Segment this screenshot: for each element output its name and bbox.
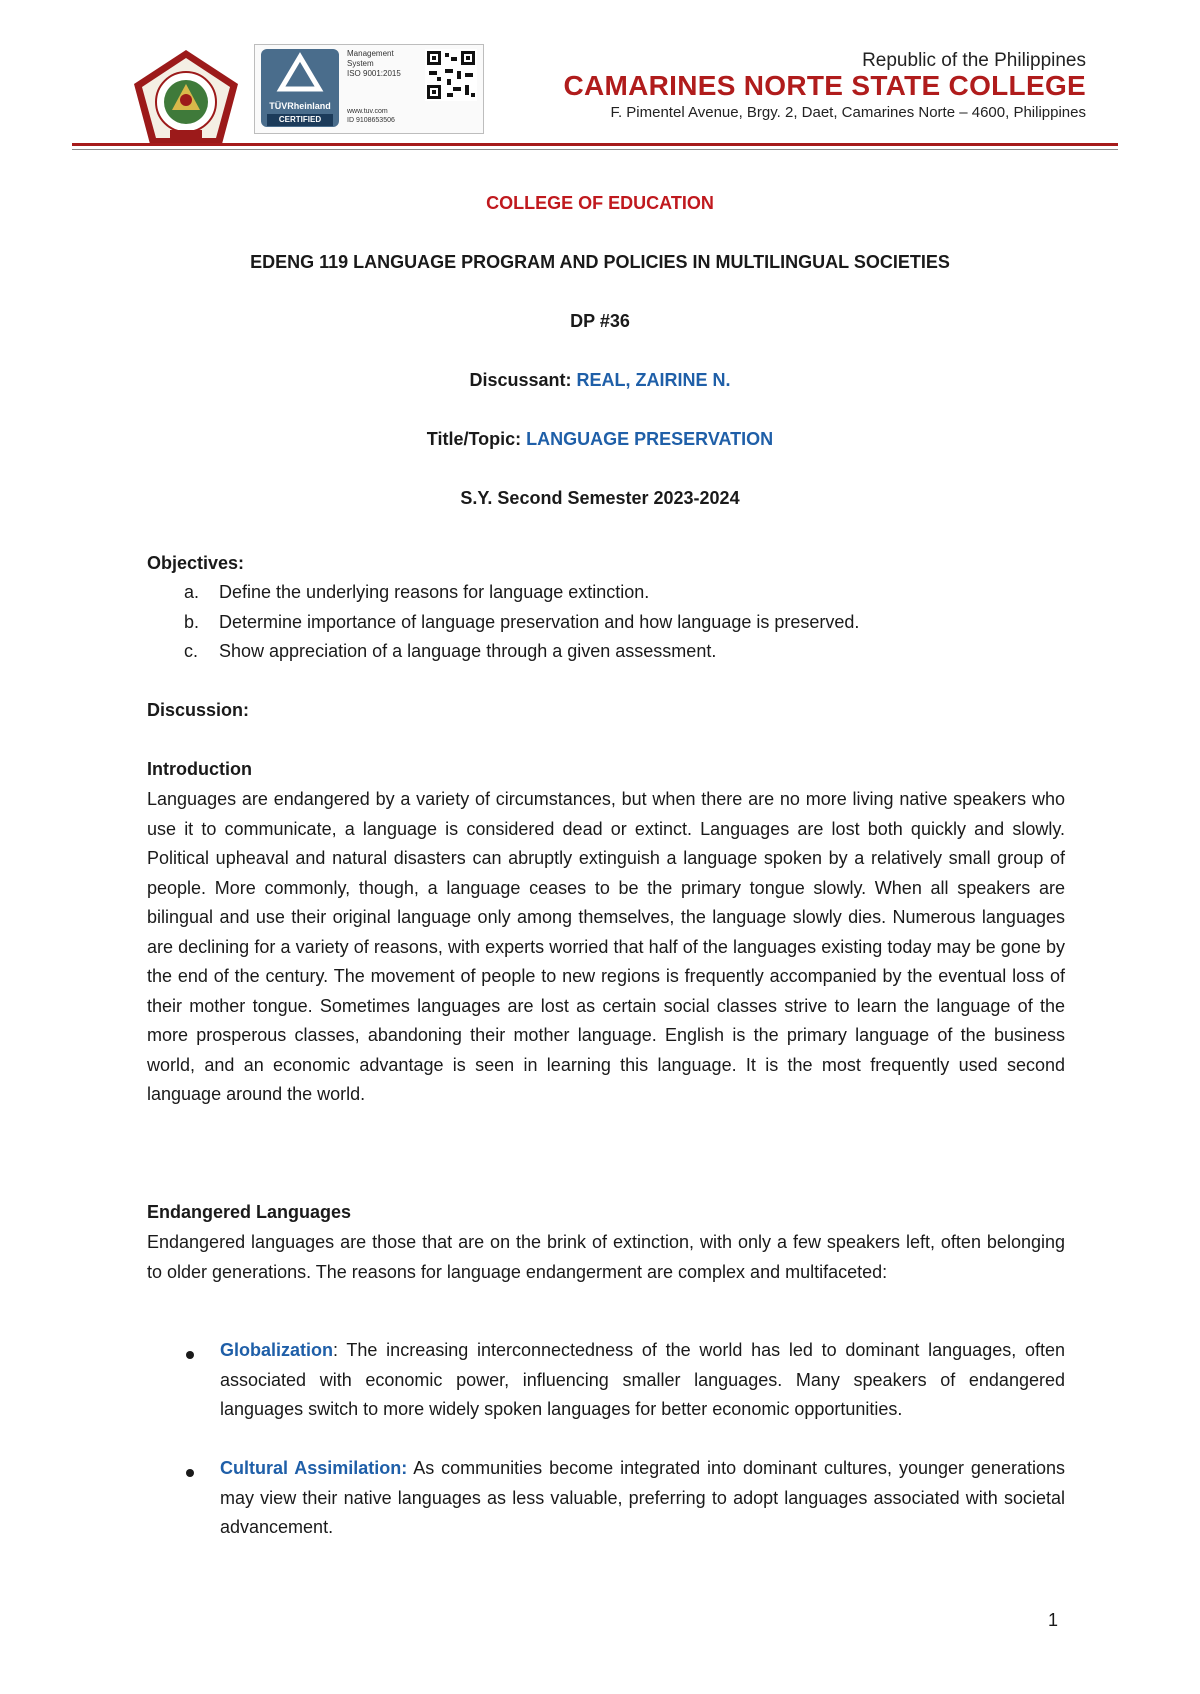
tuv-logo	[261, 49, 339, 127]
topic-label: Title/Topic:	[426, 429, 522, 449]
objective-letter: a.	[184, 582, 200, 602]
bullet-text: : The increasing interconnectedness of the world has led to dominant languages, often associated with economic power, influencing smaller languages. Many speakers of endangered languages switch to more widely spoken languages for better economic opportunities.	[220, 1340, 1065, 1419]
header-divider-red	[72, 143, 1118, 146]
dp-number: DP #36	[570, 311, 630, 331]
document-header	[0, 0, 1200, 160]
objective-letter: b.	[184, 612, 200, 632]
cert-system-text	[347, 49, 427, 79]
tuv-triangle-icon	[261, 49, 339, 99]
header-divider-gray	[72, 149, 1118, 150]
cert-id: ID 9108653506	[347, 117, 395, 124]
tuv-certified-label: CERTIFIED	[267, 114, 333, 126]
college-name: CAMARINES NORTE STATE COLLEGE	[563, 70, 1086, 101]
topic-title: LANGUAGE PRESERVATION	[526, 429, 774, 449]
discussant-name: REAL, ZAIRINE N.	[576, 370, 731, 390]
republic-label: Republic of the Philippines	[862, 50, 1086, 71]
iso-certification-badge	[254, 44, 484, 134]
bullet-cultural-assimilation	[220, 1454, 1065, 1543]
discussant-line	[0, 370, 1200, 391]
discussion-heading: Discussion:	[147, 700, 250, 720]
endangered-paragraph: Endangered languages are those that are on the brink of extinction, with only a few speakers left, often belonging to older generations. The reasons for language endangerment are complex and multifaceted:	[147, 1232, 1065, 1282]
bullet-icon	[186, 1469, 194, 1477]
course-title: EDENG 119 LANGUAGE PROGRAM AND POLICIES IN MULTILINGUAL SOCIETIES	[250, 252, 950, 272]
discussant-label: Discussant:	[469, 370, 572, 390]
bullet-text: As communities become integrated into dominant cultures, younger generations may view their native languages as less valuable, preferring to adopt languages associated with societal advancement.	[220, 1458, 1065, 1537]
bullet-globalization	[220, 1336, 1065, 1425]
cert-web: www.tuv.com	[347, 108, 388, 115]
cert-web-text	[347, 107, 395, 125]
cert-line: Management	[347, 49, 394, 58]
objective-letter: c.	[184, 641, 199, 661]
college-address: F. Pimentel Avenue, Brgy. 2, Daet, Camarines Norte – 4600, Philippines	[610, 104, 1086, 121]
introduction-paragraph: Languages are endangered by a variety of circumstances, but when there are no more living native speakers who use it to communicate, a language is considered dead or extinct. Languages are lost both quickly and slowly. Political upheaval and natural disasters can abruptly extinguish a language spoken by a relatively small group of people. More commonly, though, a language ceases to be the primary tongue slowly. When all speakers are bilingual and use their original language only among themselves, the language slowly dies. Numerous languages are declining for a variety of reasons, with experts worried that half of the languages existing today may be gone by the end of the century. The movement of people to new regions is frequently accompanied by the eventual loss of their mother tongue. Sometimes languages are lost as certain social classes strive to learn the language of the more prosperous classes, abandoning their mother language. English is the primary language of the business world, and an economic advantage is seen in learning this language. It is the most frequently used second language around the world.	[147, 789, 1065, 1104]
objective-text: Determine importance of language preservation and how language is preserved.	[219, 612, 860, 632]
bullet-term: Cultural Assimilation:	[220, 1458, 408, 1478]
qr-code-icon	[425, 49, 477, 101]
college-seal-logo	[130, 48, 242, 148]
objective-text: Show appreciation of a language through a given assessment.	[219, 641, 717, 661]
bullet-term: Globalization	[220, 1340, 334, 1360]
department-heading: COLLEGE OF EDUCATION	[486, 193, 714, 213]
bullet-icon	[186, 1351, 194, 1359]
cert-line: ISO 9001:2015	[347, 69, 401, 78]
endangered-heading: Endangered Languages	[147, 1202, 352, 1222]
objective-text: Define the underlying reasons for language extinction.	[219, 582, 650, 602]
objectives-heading: Objectives:	[147, 553, 245, 573]
page-number: 1	[1048, 1610, 1059, 1630]
tuv-brand: TÜVRheinland	[269, 101, 331, 111]
school-year: S.Y. Second Semester 2023-2024	[460, 488, 740, 508]
cert-line: System	[347, 59, 374, 68]
introduction-heading: Introduction	[147, 759, 252, 779]
topic-line	[0, 429, 1200, 450]
